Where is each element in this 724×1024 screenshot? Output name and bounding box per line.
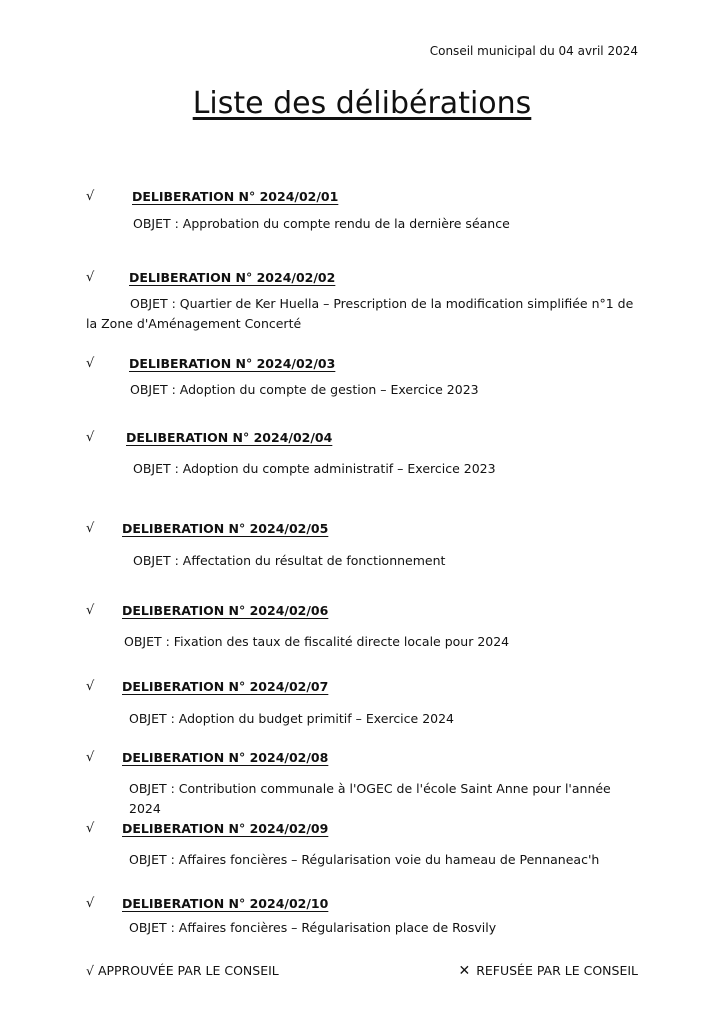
legend-refused <box>458 963 638 979</box>
deliberation-number: DELIBERATION N° 2024/02/07 <box>122 679 329 694</box>
deliberation-objet: OBJET : Quartier de Ker Huella – Prescription de la modification simplifiée n°1 de la Zone d'Aménagement Concerté <box>86 296 634 331</box>
deliberation-number: DELIBERATION N° 2024/02/01 <box>132 189 339 204</box>
deliberation-number: DELIBERATION N° 2024/02/10 <box>122 896 329 911</box>
deliberation-number: DELIBERATION N° 2024/02/08 <box>122 750 329 765</box>
approved-check-icon: √ <box>86 821 95 836</box>
deliberation-item <box>86 430 646 479</box>
deliberation-item <box>86 821 646 870</box>
deliberation-item <box>86 356 646 400</box>
deliberation-item <box>86 189 646 234</box>
deliberation-item <box>86 679 646 729</box>
deliberation-objet: OBJET : Contribution communale à l'OGEC de l'école Saint Anne pour l'année 2024 <box>129 781 611 816</box>
deliberation-number: DELIBERATION N° 2024/02/02 <box>129 270 336 285</box>
approved-check-icon: √ <box>86 750 95 765</box>
deliberation-objet: OBJET : Adoption du compte de gestion – Exercice 2023 <box>130 382 479 397</box>
approved-check-icon: √ <box>86 270 95 285</box>
deliberation-objet: OBJET : Affaires foncières – Régularisation place de Rosvily <box>129 920 497 935</box>
page-title: Liste des délibérations <box>192 86 532 121</box>
deliberation-item <box>86 603 646 652</box>
deliberation-number: DELIBERATION N° 2024/02/04 <box>126 430 333 445</box>
deliberation-item <box>86 750 646 819</box>
legend-approved: √ APPROUVÉE PAR LE CONSEIL <box>86 963 279 978</box>
deliberation-item <box>86 521 646 571</box>
approved-check-icon: √ <box>86 896 95 911</box>
deliberation-objet: OBJET : Fixation des taux de fiscalité directe locale pour 2024 <box>124 634 510 649</box>
deliberation-item <box>86 896 646 938</box>
deliberation-objet: OBJET : Affectation du résultat de fonctionnement <box>133 553 446 568</box>
approved-check-icon: √ <box>86 189 95 204</box>
deliberation-objet: OBJET : Affaires foncières – Régularisation voie du hameau de Pennaneac'h <box>129 852 600 867</box>
deliberation-number: DELIBERATION N° 2024/02/03 <box>129 356 336 371</box>
deliberation-number: DELIBERATION N° 2024/02/06 <box>122 603 329 618</box>
deliberation-number: DELIBERATION N° 2024/02/09 <box>122 821 329 836</box>
deliberation-objet: OBJET : Approbation du compte rendu de la dernière séance <box>133 216 510 231</box>
approved-check-icon: √ <box>86 679 95 694</box>
deliberation-objet: OBJET : Adoption du compte administratif – Exercice 2023 <box>133 461 496 476</box>
approved-check-icon: √ <box>86 603 95 618</box>
deliberation-item <box>86 270 646 334</box>
approved-check-icon: √ <box>86 356 95 371</box>
legend-refused-label: REFUSÉE PAR LE CONSEIL <box>476 963 638 978</box>
approved-check-icon: √ <box>86 430 95 445</box>
deliberation-number: DELIBERATION N° 2024/02/05 <box>122 521 329 536</box>
refused-cross-icon: ✕ <box>458 963 471 979</box>
approved-check-icon: √ <box>86 521 95 536</box>
deliberation-objet: OBJET : Adoption du budget primitif – Exercice 2024 <box>129 711 455 726</box>
meeting-date-header: Conseil municipal du 04 avril 2024 <box>429 44 638 58</box>
